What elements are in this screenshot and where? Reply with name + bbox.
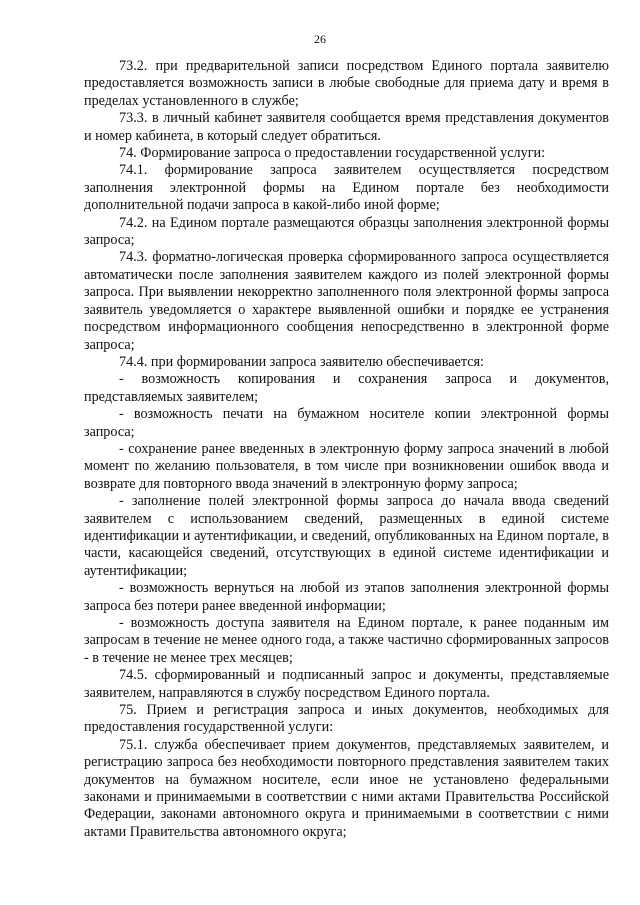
paragraph-74: 74. Формирование запроса о предоставлении государственной услуги: — [119, 145, 546, 162]
paragraph-73-3: 73.3. в личный кабинет заявителя сообщается время представления документов и номер кабинета, в который следует обратиться. — [84, 110, 609, 144]
document-body — [84, 58, 609, 841]
page-number: 26 — [314, 32, 326, 46]
list-item-copy-save: - возможность копирования и сохранения запроса и документов, представляемых заявителем; — [84, 371, 609, 405]
paragraph-74-2: 74.2. на Едином портале размещаются образцы заполнения электронной формы запроса; — [84, 214, 609, 249]
list-item-print: - возможность печати на бумажном носителе копии электронной формы запроса; — [84, 406, 609, 440]
paragraph-74-3: 74.3. форматно-логическая проверка сформированного запроса осуществляется автоматически после заполнения заявителем каждого из полей электронной формы запроса. При выявлении некорректно заполненного поля электронной формы запроса заявитель уведомляется о характере выявленной ошибки и порядке ее устранения посредством информационного сообщения непосредственно в электронной форме запроса; — [84, 249, 609, 353]
paragraph-74-1: 74.1. формирование запроса заявителем осуществляется посредством заполнения электронной формы на Едином портале без необходимости дополнительной подачи запроса в какой-либо иной форме; — [84, 162, 609, 214]
paragraph-75: 75. Прием и регистрация запроса и иных документов, необходимых для предоставления государственной услуги: — [84, 702, 609, 736]
list-item-access-history: - возможность доступа заявителя на Едином портале, к ранее поданным им запросам в течение не менее одного года, а также частично сформированных запросов - в течение не менее трех месяцев; — [84, 615, 609, 666]
list-item-autofill: - заполнение полей электронной формы запроса до начала ввода сведений заявителем с использованием сведений, размещенных в единой системе идентификации и аутентификации, и сведений, опубликованных на Едином портале, в части, касающейся сведений, отсутствующих в единой системе идентификации и аутентификации; — [84, 493, 609, 579]
list-item-return-step: - возможность вернуться на любой из этапов заполнения электронной формы запроса без потери ранее введенной информации; — [84, 580, 609, 614]
paragraph-74-5: 74.5. сформированный и подписанный запрос и документы, представляемые заявителем, направляются в службу посредством Единого портала. — [84, 667, 609, 701]
list-item-save-values: - сохранение ранее введенных в электронную форму запроса значений в любой момент по желанию пользователя, в том числе при возникновении ошибок ввода и возврате для повторного ввода значений в электронную форму запроса; — [84, 440, 609, 492]
paragraph-75-1: 75.1. служба обеспечивает прием документов, представляемых заявителем, и регистрацию запроса без необходимости повторного представления заявителем таких документов на бумажном носителе, если иное не установлено федеральными законами и принимаемыми в соответствии с ними актами Правительства Российской Федерации, законами автономного округа и принимаемыми в соответствии с ними актами Правительства автономного округа; — [84, 736, 609, 840]
paragraph-73-2: 73.2. при предварительной записи посредством Единого портала заявителю предоставляется возможность записи в любые свободные для приема дату и время в пределах установленного в службе; — [84, 58, 609, 109]
paragraph-74-4: 74.4. при формировании запроса заявителю обеспечивается: — [119, 353, 484, 370]
